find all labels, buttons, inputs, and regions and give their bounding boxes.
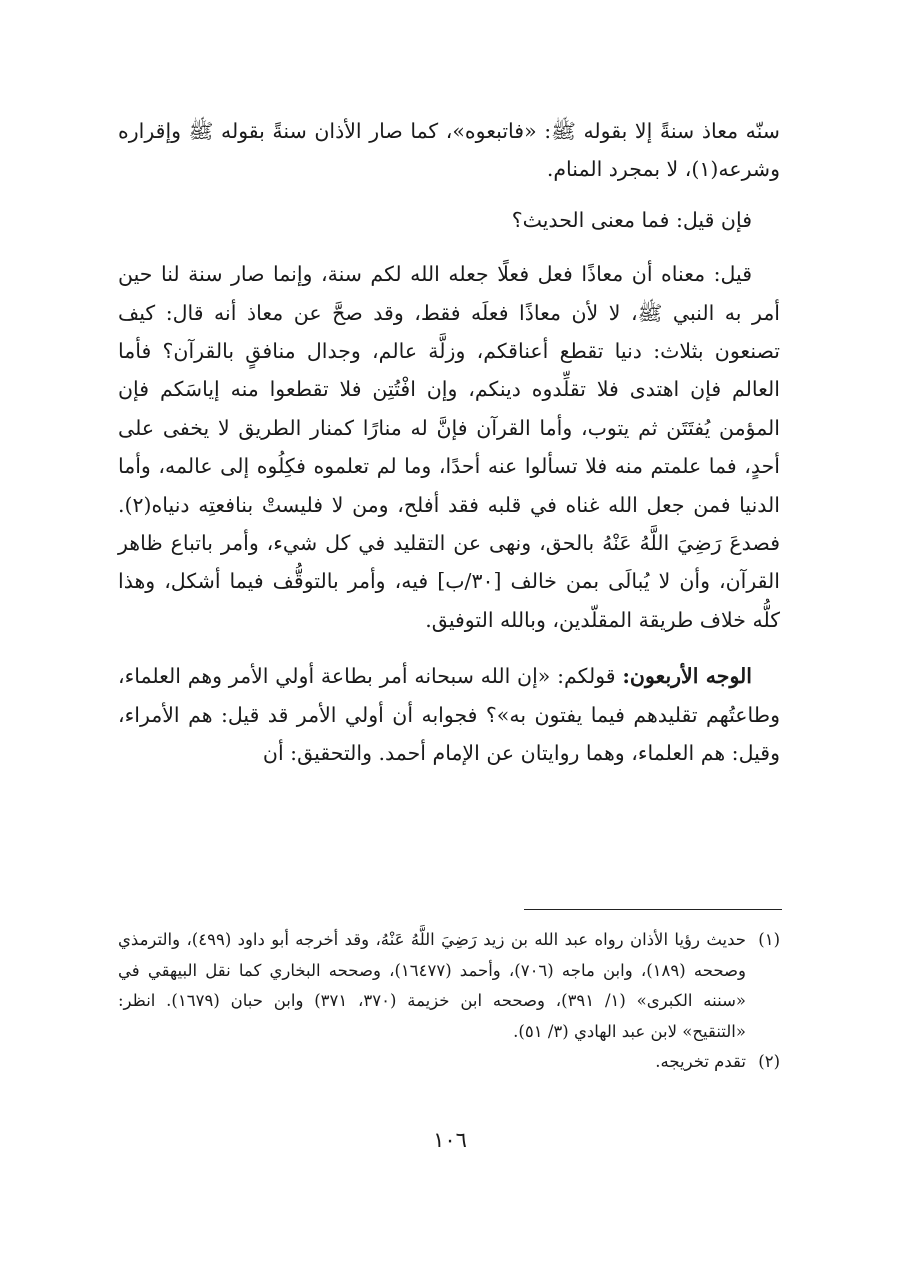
paragraph-1: سنّه معاذ سنةً إلا بقوله ﷺ: «فاتبعوه»، كما صار الأذان سنةً بقوله ﷺ وإقراره وشرعه(١)، لا بمجرد المنام. <box>118 119 780 182</box>
paragraph-2: فإن قيل: فما معنى الحديث؟ <box>511 207 752 232</box>
paragraph-4 <box>118 657 780 772</box>
footnote-text: حديث رؤيا الأذان رواه عبد الله بن زيد رَضِيَ اللَّهُ عَنْهُ، وقد أخرجه أبو داود (٤٩٩)، والترمذي وصححه (١٨٩)، وابن ماجه (٧٠٦)، وأحمد (١٦٤٧٧)، وصححه البخاري كما نقل البيهقي في «سننه الكبرى» (١/ ٣٩١)، وصححه ابن خزيمة (٣٧٠، ٣٧١) وابن حبان (١٦٧٩). انظر: «التنقيح» لابن عبد الهادي (٣/ ٥١). <box>118 930 746 1041</box>
footnote-1 <box>118 925 780 1047</box>
main-text <box>118 112 780 773</box>
footnote-divider <box>524 909 782 910</box>
footnote-text: تقدم تخريجه. <box>655 1052 746 1071</box>
footnotes <box>118 925 780 1078</box>
paragraph-4-text: قولكم: «إن الله سبحانه أمر بطاعة أولي الأمر وهم العلماء، وطاعتُهم تقليدهم فيما يفتون به»؟ فجوابه أن أولي الأمر قد قيل: هم الأمراء، وقيل: هم العلماء، وهما روايتان عن الإمام أحمد. والتحقيق: أن <box>118 664 780 766</box>
paragraph-3: قيل: معناه أن معاذًا فعل فعلًا جعله الله لكم سنة، وإنما صار سنة لنا حين أمر به النبي ﷺ، لا لأن معاذًا فعلَه فقط، وقد صحَّ عن معاذ أنه قال: كيف تصنعون بثلاث: دنيا تقطع أعناقكم، وزلَّة عالم، وجدال منافقٍ بالقرآن؟ فأما العالم فإن اهتدى فلا تقلِّدوه دينكم، وإن افْتُتِن فلا تقطعوا منه إياسَكم فإن المؤمن يُفتَتَن ثم يتوب، وأما القرآن فإنَّ له منارًا كمنار الطريق لا يخفى على أحدٍ، فما علمتم منه فلا تسألوا عنه أحدًا، وما لم تعلموه فكِلُوه إلى عالمه، وأما الدنيا فمن جعل الله غناه في قلبه فقد أفلح، ومن لا فليستْ بنافعتِه دنياه(٢). فصدعَ رَضِيَ اللَّهُ عَنْهُ بالحق، ونهى عن التقليد في كل شيء، وأمر باتباع ظاهر القرآن، وأن لا يُبالَى بمن خالف [٣٠/ب] فيه، وأمر بالتوقُّف فيما أشكل، وهذا كلُّه خلاف طريقة المقلّدين، وبالله التوفيق. <box>118 262 780 632</box>
footnote-2 <box>118 1047 780 1078</box>
page-number: ١٠٦ <box>433 1128 467 1152</box>
footnote-number: (٢) <box>758 1052 780 1071</box>
section-heading: الوجه الأربعون: <box>622 664 752 689</box>
footnote-number: (١) <box>758 930 780 949</box>
